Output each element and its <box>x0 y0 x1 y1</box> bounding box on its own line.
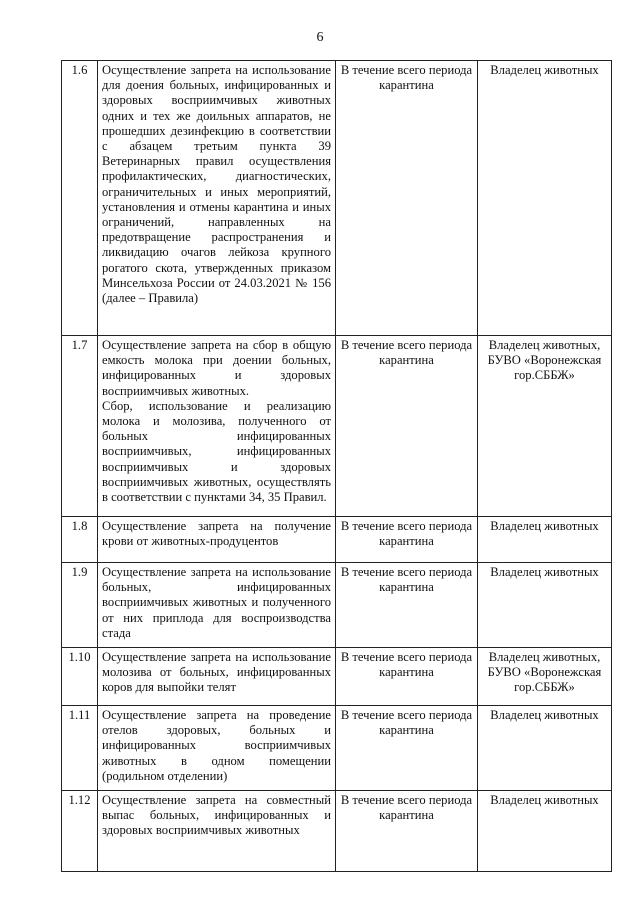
term-cell: В течение всего периода карантина <box>336 517 478 563</box>
measure-text: Осуществление запрета на проведение отелов здоровых, больных и инфицированных восприимчивых животных в одном помещении (родильном отделении) <box>102 708 331 783</box>
term-cell: В течение всего периода карантина <box>336 648 478 706</box>
measure-text: Осуществление запрета на сбор в общую емкость молока при доении больных, инфицированных и здоровых восприимчивых животных. <box>102 338 331 398</box>
measure-description <box>98 563 336 648</box>
table-row <box>62 517 612 563</box>
measure-text: Осуществление запрета на использование молозива от больных, инфицированных коров для выпойки телят <box>102 650 331 695</box>
measure-description <box>98 61 336 336</box>
row-number: 1.11 <box>62 706 98 791</box>
table-row <box>62 791 612 872</box>
measure-description <box>98 648 336 706</box>
responsible-cell: Владелец животных <box>478 61 612 336</box>
table-row <box>62 61 612 336</box>
row-number: 1.7 <box>62 336 98 517</box>
term-cell: В течение всего периода карантина <box>336 563 478 648</box>
term-cell: В течение всего периода карантина <box>336 706 478 791</box>
table-row <box>62 706 612 791</box>
measure-text: Осуществление запрета на использование для доения больных, инфицированных и здоровых восприимчивых животных одних и тех же доильных аппаратов, не прошедших дезинфекцию в соответствии с абзацем третьим пункта 39 Ветеринарных правил осуществления профилактических, диагностических, ограничительных и иных мероприятий, установления и отмены карантина и иных ограничений, направленных на предотвращение распространения и ликвидацию очагов лейкоза крупного рогатого скота, утвержденных приказом Минсельхоза России от 24.03.2021 № 156 (далее – Правила) <box>102 63 331 306</box>
measure-description <box>98 517 336 563</box>
responsible-cell: Владелец животных, БУВО «Воронежская гор.СББЖ» <box>478 648 612 706</box>
term-cell: В течение всего периода карантина <box>336 336 478 517</box>
term-cell: В течение всего периода карантина <box>336 61 478 336</box>
measures-table <box>61 60 612 872</box>
responsible-cell: Владелец животных <box>478 706 612 791</box>
table-row <box>62 648 612 706</box>
table-row <box>62 563 612 648</box>
row-number: 1.8 <box>62 517 98 563</box>
responsible-cell: Владелец животных <box>478 563 612 648</box>
row-number: 1.9 <box>62 563 98 648</box>
measure-text: Осуществление запрета на совместный выпас больных, инфицированных и здоровых восприимчивых животных <box>102 793 331 838</box>
row-number: 1.10 <box>62 648 98 706</box>
row-number: 1.12 <box>62 791 98 872</box>
responsible-cell: Владелец животных <box>478 791 612 872</box>
measure-text: Осуществление запрета на использование больных, инфицированных восприимчивых животных и полученного от них приплода для воспроизводства стада <box>102 565 331 640</box>
measure-text: Осуществление запрета на получение крови от животных-продуцентов <box>102 519 331 549</box>
measure-description <box>98 336 336 517</box>
responsible-cell: Владелец животных, БУВО «Воронежская гор.СББЖ» <box>478 336 612 517</box>
term-cell: В течение всего периода карантина <box>336 791 478 872</box>
row-number: 1.6 <box>62 61 98 336</box>
measure-description <box>98 706 336 791</box>
responsible-cell: Владелец животных <box>478 517 612 563</box>
page-number: 6 <box>316 30 324 45</box>
table-row <box>62 336 612 517</box>
measure-text-continued: Сбор, использование и реализацию молока и молозива, полученного от больных инфицированных восприимчивых, инфицированных восприимчивых и здоровых восприимчивых животных, осуществлять в соответствии с пунктами 34, 35 Правил. <box>102 398 331 505</box>
measure-description <box>98 791 336 872</box>
